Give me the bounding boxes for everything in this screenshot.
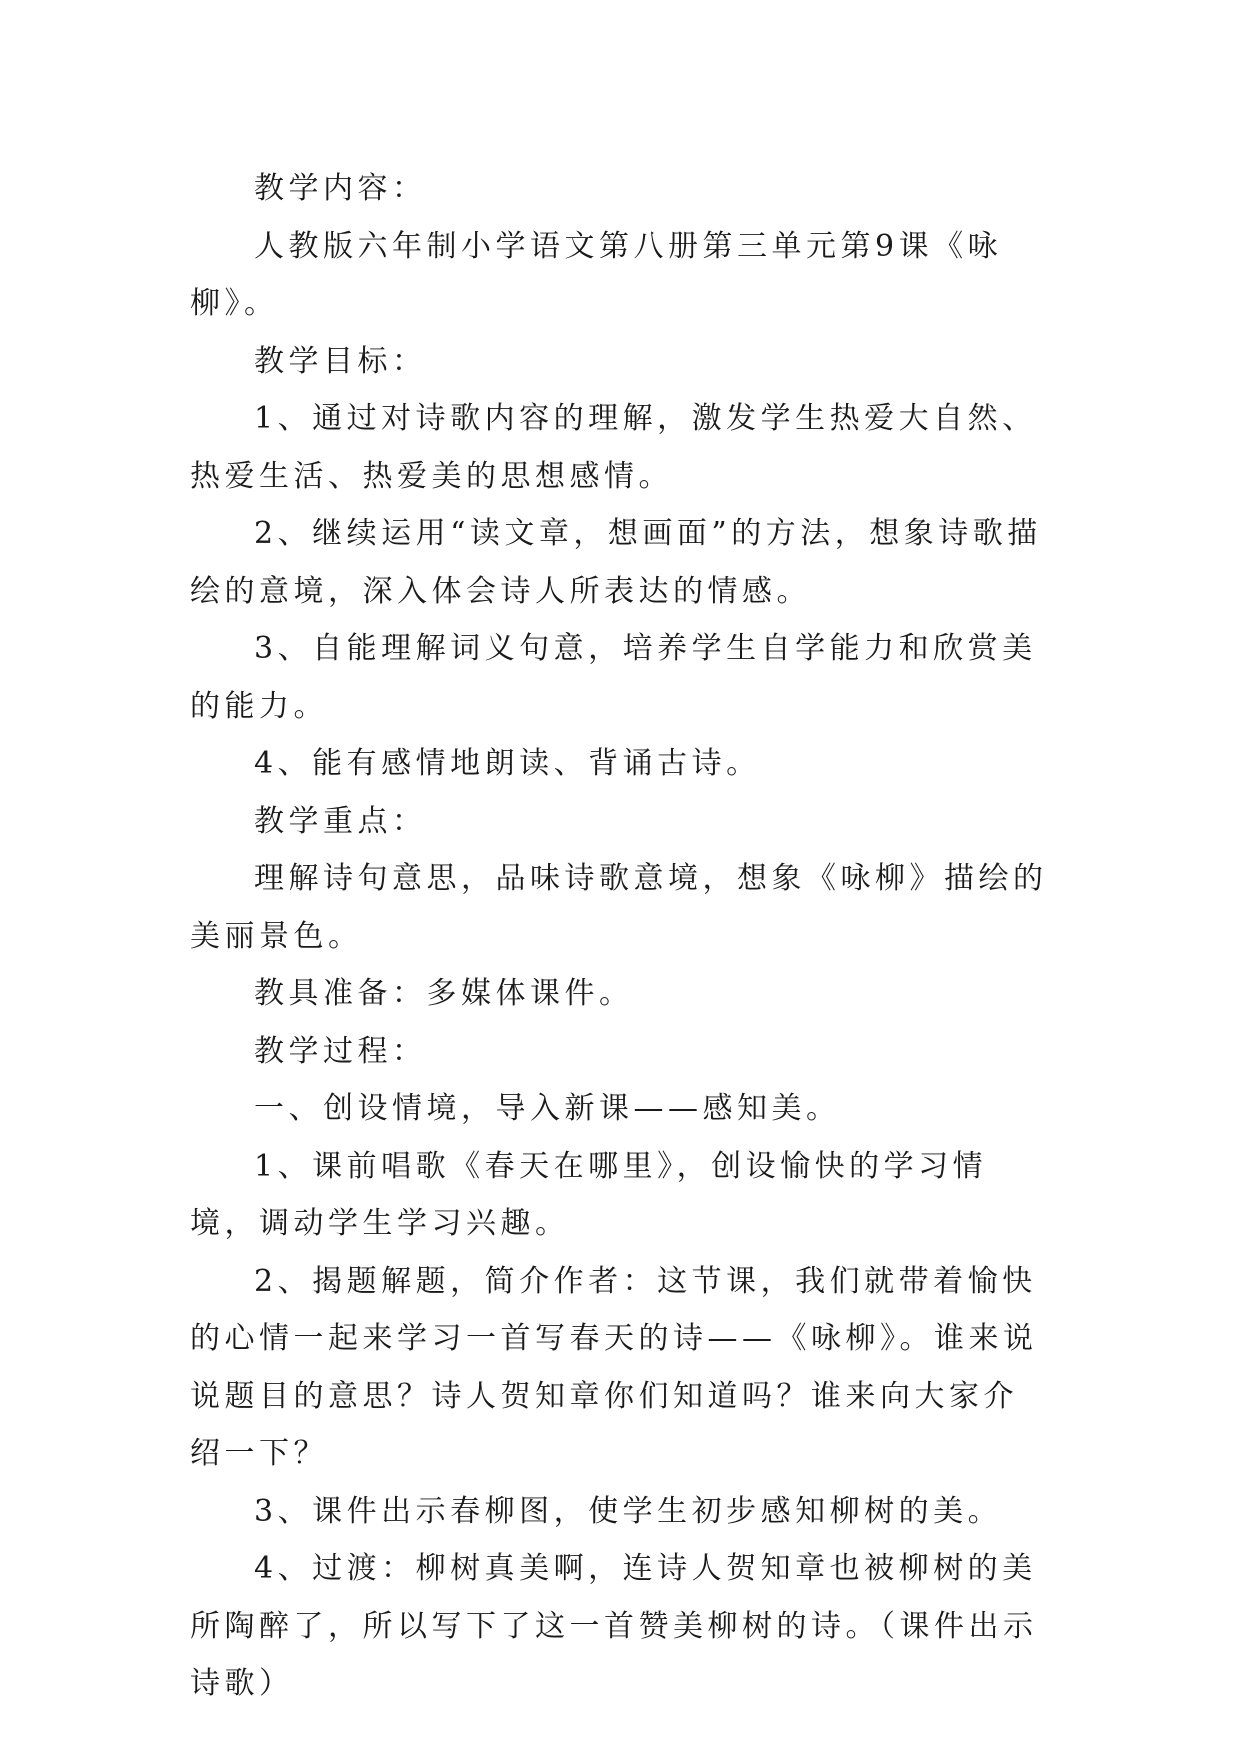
paragraph-step-1: 1、课前唱歌《春天在哪里》，创设愉快的学习情境，调动学生学习兴趣。 bbox=[190, 1148, 988, 1241]
paragraph-heading-content: 教学内容： bbox=[254, 171, 427, 206]
paragraph-goal-1: 1、通过对诗歌内容的理解，激发学生热爱大自然、热爱生活、热爱美的思想感情。 bbox=[190, 401, 1037, 494]
paragraph-goal-3: 3、自能理解词义句意，培养学生自学能力和欣赏美的能力。 bbox=[190, 631, 1037, 724]
paragraph-materials: 教具准备：多媒体课件。 bbox=[254, 976, 634, 1011]
paragraph-keypoints: 理解诗句意思，品味诗歌意境，想象《咏柳》描绘的美丽景色。 bbox=[190, 861, 1048, 954]
paragraph-step-3: 3、课件出示春柳图，使学生初步感知柳树的美。 bbox=[254, 1493, 1003, 1529]
paragraph-heading-process: 教学过程： bbox=[254, 1033, 427, 1069]
paragraph-step-2: 2、揭题解题，简介作者：这节课，我们就带着愉快的心情一起来学习一首写春天的诗——《咏柳》。谁来说说题目的意思？诗人贺知章你们知道吗？谁来向大家介绍一下？ bbox=[190, 1263, 1038, 1471]
paragraph-heading-goals: 教学目标： bbox=[254, 343, 427, 379]
paragraph-goal-4: 4、能有感情地朗读、背诵古诗。 bbox=[254, 746, 761, 781]
paragraph-heading-keypoints: 教学重点： bbox=[254, 803, 427, 839]
paragraph-step-4: 4、过渡：柳树真美啊，连诗人贺知章也被柳树的美所陶醉了，所以写下了这一首赞美柳树的诗。（课件出示诗歌） bbox=[190, 1551, 1038, 1701]
paragraph-lesson-info: 人教版六年制小学语文第八册第三单元第9课《咏柳》。 bbox=[190, 228, 1003, 321]
paragraph-section-1: 一、创设情境，导入新课——感知美。 bbox=[254, 1091, 841, 1126]
document-body bbox=[190, 160, 1050, 1713]
paragraph-goal-2: 2、继续运用“读文章，想画面”的方法，想象诗歌描绘的意境，深入体会诗人所表达的情感。 bbox=[190, 516, 1042, 609]
